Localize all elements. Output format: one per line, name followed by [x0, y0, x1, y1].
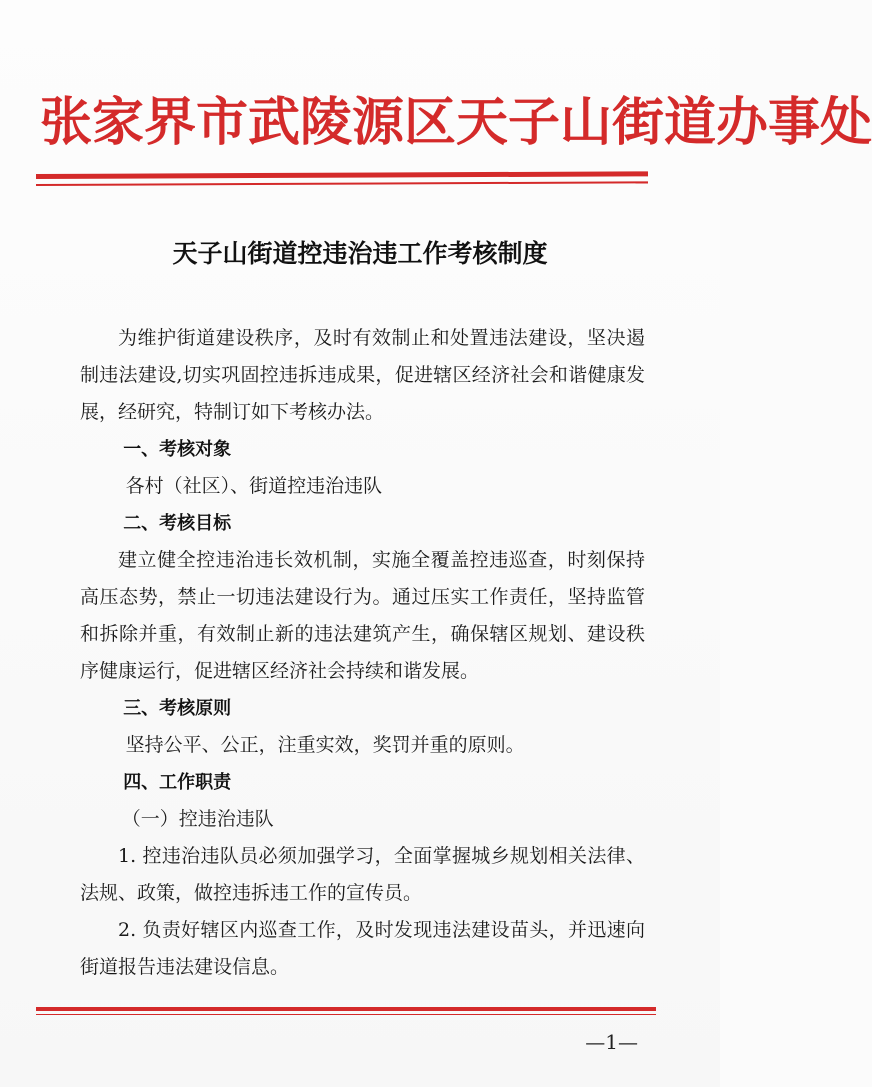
- letterhead-rule-thin: [36, 181, 648, 186]
- letterhead-rule-thick: [36, 171, 648, 179]
- subsection-heading-team: （一）控违治违队: [121, 808, 274, 830]
- intro-paragraph: 为维护街道建设秩序，及时有效制止和处置违法建设，坚决遏制违法建设,切实巩固控违拆违成果，促进辖区经济社会和谐健康发展，经研究，特制订如下考核办法。: [80, 327, 645, 423]
- section-text-goals: 建立健全控违治违长效机制，实施全覆盖控违巡查，时刻保持高压态势，禁止一切违法建设行为。通过压实工作责任，坚持监管和拆除并重，有效制止新的违法建筑产生，确保辖区规划、建设秩序健康运行，促进辖区经济社会持续和谐发展。: [80, 549, 645, 682]
- letterhead-organization: 张家界市武陵源区天子山街道办事处: [40, 92, 872, 153]
- section-heading-targets: 一、考核对象: [123, 439, 232, 460]
- section-heading-principles: 三、考核原则: [123, 698, 232, 719]
- section-text-principles: 坚持公平、公正，注重实效，奖罚并重的原则。: [125, 734, 525, 756]
- footer-rule-thick: [36, 1007, 656, 1011]
- section-text-targets: 各村（社区）、街道控违治违队: [125, 475, 383, 497]
- footer-rule-thin: [36, 1014, 656, 1015]
- section-heading-duties: 四、工作职责: [123, 772, 232, 793]
- document-title: 天子山街道控违治违工作考核制度: [172, 239, 548, 268]
- duty-item: 1. 控违治违队员必须加强学习，全面掌握城乡规划相关法律、法规、政策，做控违拆违工作的宣传员。: [80, 845, 645, 904]
- page-number: —1—: [585, 1030, 638, 1054]
- document-body: [80, 320, 645, 986]
- duty-item: 2. 负责好辖区内巡查工作，及时发现违法建设苗头，并迅速向街道报告违法建设信息。: [80, 919, 645, 978]
- section-heading-goals: 二、考核目标: [123, 513, 232, 534]
